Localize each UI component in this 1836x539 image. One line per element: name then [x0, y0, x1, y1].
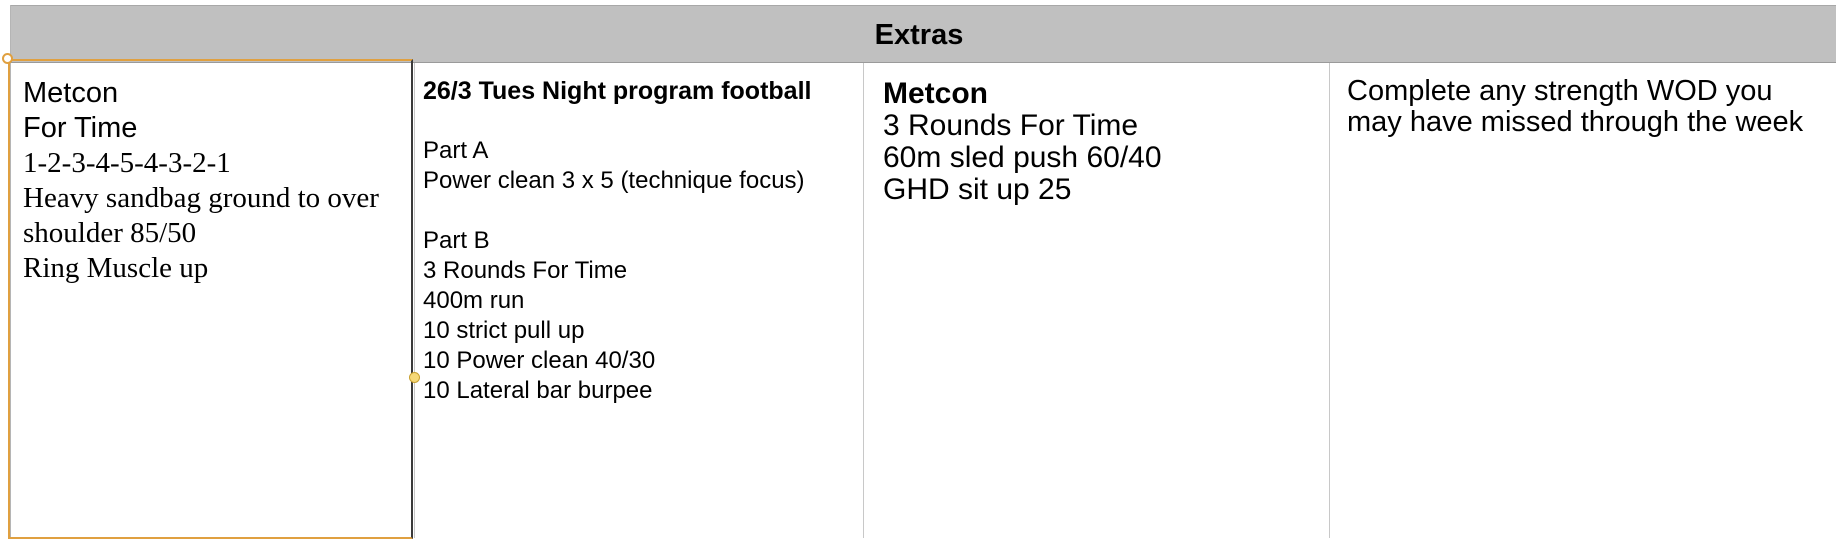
cell-3-line: GHD sit up 25	[883, 173, 1072, 206]
cell-1-line: 1-2-3-4-5-4-3-2-1	[23, 147, 231, 179]
cell-column-4[interactable]	[1330, 63, 1836, 538]
cell-column-3[interactable]	[864, 63, 1330, 538]
spreadsheet-table	[10, 5, 1836, 538]
header-title: Extras	[874, 18, 964, 51]
cell-3-line: 3 Rounds For Time	[883, 109, 1139, 142]
cell-1-line: Ring Muscle up	[23, 252, 209, 284]
cell-2-title: 26/3 Tues Night program football	[423, 77, 812, 105]
header-row-extras[interactable]	[11, 5, 1836, 63]
part-b-label: Part B	[423, 227, 490, 254]
cell-1-line: For Time	[23, 112, 138, 144]
part-b-line: 400m run	[423, 287, 525, 314]
selection-handle-right[interactable]	[409, 372, 420, 383]
cell-4-text: Complete any strength WOD you may have missed through the week	[1347, 75, 1804, 138]
cell-1-content	[23, 76, 413, 286]
part-a-label: Part A	[423, 137, 489, 164]
part-b-line: 10 Power clean 40/30	[423, 347, 656, 374]
selection-handle-top-left[interactable]	[2, 53, 13, 64]
cell-column-2[interactable]	[415, 63, 864, 538]
cell-1-line: Metcon	[23, 77, 119, 109]
cell-3-line: 60m sled push 60/40	[883, 141, 1162, 174]
part-b-line: 10 Lateral bar burpee	[423, 377, 653, 404]
part-b-line: 10 strict pull up	[423, 317, 585, 344]
cell-2-content	[423, 76, 859, 406]
cell-3-heading: Metcon	[883, 77, 988, 110]
cell-4-content	[1347, 76, 1833, 138]
part-a-line: Power clean 3 x 5 (technique focus)	[423, 167, 805, 194]
part-b-line: 3 Rounds For Time	[423, 257, 628, 284]
cell-3-content	[883, 78, 1323, 206]
cell-1-line: Heavy sandbag ground to over shoulder 85/50	[23, 182, 379, 249]
cell-column-1[interactable]	[11, 63, 415, 538]
